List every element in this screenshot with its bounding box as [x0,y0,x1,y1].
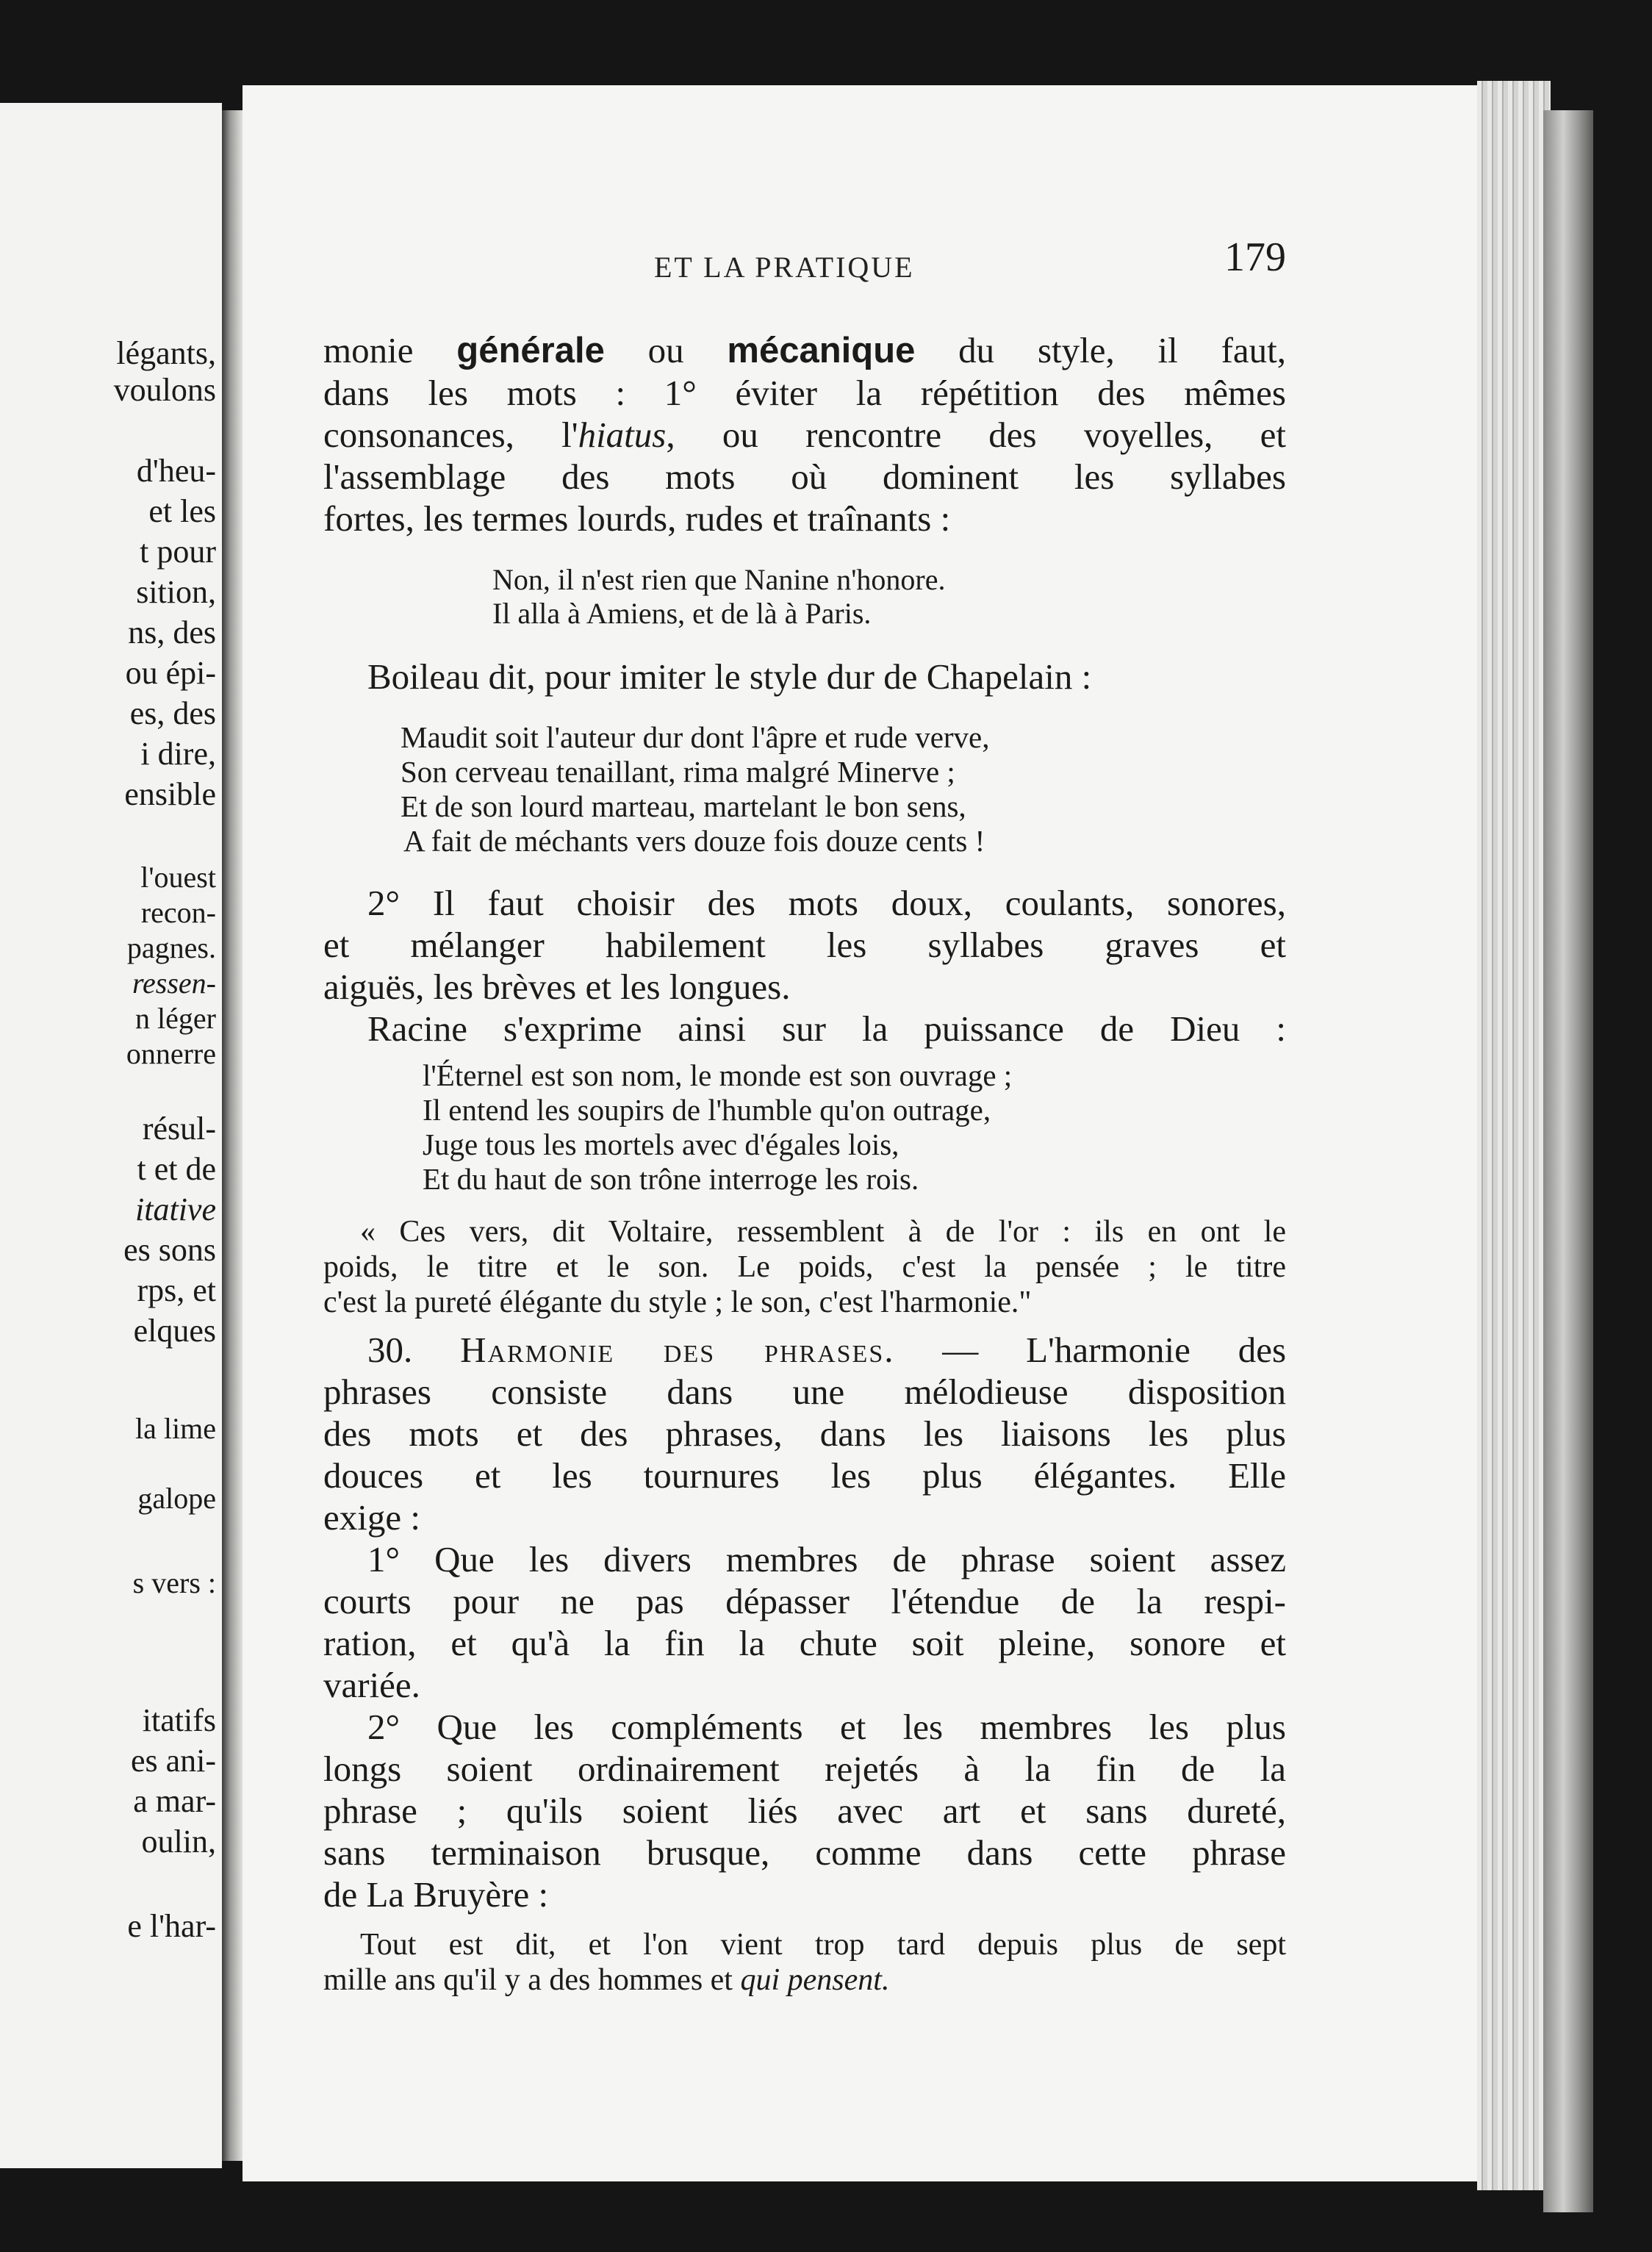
verse-line: Son cerveau tenaillant, rima malgré Minerve ; [401,755,955,789]
text-line: c'est la pureté élégante du style ; le son, c'est l'harmonie." [323,1285,1032,1319]
book-cover-edge [1543,110,1593,2212]
verse-example-3 [423,1058,1012,1197]
text-line: 2° Il faut choisir des mots doux, coulants, sonores, [367,883,1286,923]
text-span: monie [323,330,457,370]
left-page-line: es sons [123,1232,216,1268]
text-line: longs soient ordinairement rejetés à la fin de la [323,1749,1286,1789]
left-page-line: voulons [113,372,216,408]
left-page-line: galope [137,1482,216,1515]
left-page-line: itatifs [142,1702,216,1738]
left-page-line: itative [135,1191,216,1227]
verse-line: Non, il n'est rien que Nanine n'honore. [492,563,946,596]
text-line: courts pour ne pas dépasser l'étendue de la respi- [323,1581,1286,1621]
left-page-line: t et de [137,1151,216,1187]
text-span: , ou rencontre des voyelles, et [666,415,1286,455]
text-line [323,329,1286,372]
paragraph-harmonie-phrases [323,1329,1286,1538]
paragraph-boileau [367,656,1286,698]
left-page-line: i dire, [140,736,216,772]
quote-la-bruyere [323,1927,1286,1998]
text-line: phrases consiste dans une mélodieuse disposition [323,1371,1286,1412]
left-page-line: d'heu- [136,453,216,489]
text-line: phrase ; qu'ils soient liés avec art et sans dureté, [323,1790,1286,1831]
left-page-line: es, des [129,695,216,731]
left-page-line: la lime [135,1412,216,1445]
verse-line: Il alla à Amiens, et de là à Paris. [492,597,872,630]
text-span: ou [604,330,728,370]
text-line: fortes, les termes lourds, rudes et traînants : [323,498,951,539]
text-span: — L'harmonie des [894,1330,1287,1370]
italic-term: hiatus [578,415,667,455]
left-page-line: ns, des [128,614,216,650]
verse-line: Et du haut de son trône interroge les rois. [423,1162,919,1196]
left-page-line: a mar- [133,1783,216,1819]
text-line: douces et les tournures les plus élégantes. Elle [323,1455,1286,1496]
text-span: consonances, l' [323,415,578,455]
text-line: poids, le titre et le son. Le poids, c'est la pensée ; le titre [323,1250,1286,1284]
paragraph-membres-courts [323,1538,1286,1706]
text-line: sans terminaison brusque, comme dans cette phrase [323,1832,1286,1873]
left-page-line: elques [133,1313,216,1349]
verse-line: Juge tous les mortels avec d'égales lois, [423,1127,899,1161]
paragraph-mots-doux [323,882,1286,1050]
text-line: Boileau dit, pour imiter le style dur de Chapelain : [367,656,1092,697]
text-line: des mots et des phrases, dans les liaisons les plus [323,1413,1286,1454]
bold-term: mécanique [727,331,916,370]
text-line: Tout est dit, et l'on vient trop tard depuis plus de sept [360,1928,1286,1962]
running-head: ET LA PRATIQUE [654,251,915,284]
text-line: exige : [323,1497,420,1538]
left-page-line: pagnes. [126,931,216,964]
text-span: du style, il faut, [915,330,1286,370]
verse-example-2 [401,720,990,858]
left-page-line: légants, [116,335,216,371]
verse-example-1 [492,563,945,631]
page-edges [1477,81,1551,2190]
left-page-line: es ani- [130,1743,216,1779]
book-gutter [222,110,243,2161]
section-number: 30. [367,1330,461,1370]
left-page-line: sition, [136,574,216,610]
text-line: de La Bruyère : [323,1874,549,1915]
left-page-line: n léger [135,1002,216,1035]
left-page-line: ou épi- [125,655,216,691]
left-page-line: oulin, [141,1824,216,1860]
page-header [323,234,1286,293]
quote-voltaire [323,1214,1286,1320]
verse-line: Maudit soit l'auteur dur dont l'âpre et rude verve, [401,720,990,754]
text-line [323,414,1286,456]
section-heading: Harmonie des phrases. [460,1330,895,1370]
text-line [323,1962,1286,1998]
verse-line: Il entend les soupirs de l'humble qu'on outrage, [423,1093,991,1127]
verse-line: A fait de méchants vers douze fois douze cents ! [403,824,985,858]
text-line: « Ces vers, dit Voltaire, ressemblent à de l'or : ils en ont le [360,1215,1286,1249]
text-line: variée. [323,1665,420,1705]
text-line: dans les mots : 1° éviter la répétition des mêmes [323,373,1286,413]
left-page-line: rps, et [137,1272,216,1308]
left-page-line: résul- [142,1111,216,1147]
text-line: ration, et qu'à la fin la chute soit pleine, sonore et [323,1623,1286,1663]
verse-line: Et de son lourd marteau, martelant le bon sens, [401,789,966,823]
verse-line: l'Éternel est son nom, le monde est son ouvrage ; [423,1058,1013,1092]
left-page-line: ensible [124,776,216,812]
left-page-line: onnerre [126,1037,216,1070]
left-page-line: t pour [140,534,216,570]
text-line: aiguës, les brèves et les longues. [323,967,791,1007]
text-line [323,1329,1286,1371]
left-page-line: s vers : [132,1566,216,1599]
text-span: mille ans qu'il y a des hommes et [323,1963,741,1997]
left-facing-page [0,103,222,2168]
page-number: 179 [1224,234,1286,280]
text-line: l'assemblage des mots où dominent les syllabes [323,456,1286,497]
left-page-line: l'ouest [140,861,216,894]
text-line: 1° Que les divers membres de phrase soient assez [367,1539,1286,1579]
text-line: Racine s'exprime ainsi sur la puissance de Dieu : [367,1008,1286,1049]
left-page-line: ressen- [132,967,216,1000]
bold-term: générale [456,331,605,370]
text-line: 2° Que les compléments et les membres les plus [367,1707,1286,1747]
paragraph-complements [323,1706,1286,1915]
italic-term: qui pensent. [740,1963,890,1997]
left-page-line: et les [148,493,216,529]
left-page-line: e l'har- [127,1908,216,1944]
text-line: et mélanger habilement les syllabes graves et [323,925,1286,965]
paragraph-mecanique [323,329,1286,539]
left-page-line: recon- [140,896,216,929]
